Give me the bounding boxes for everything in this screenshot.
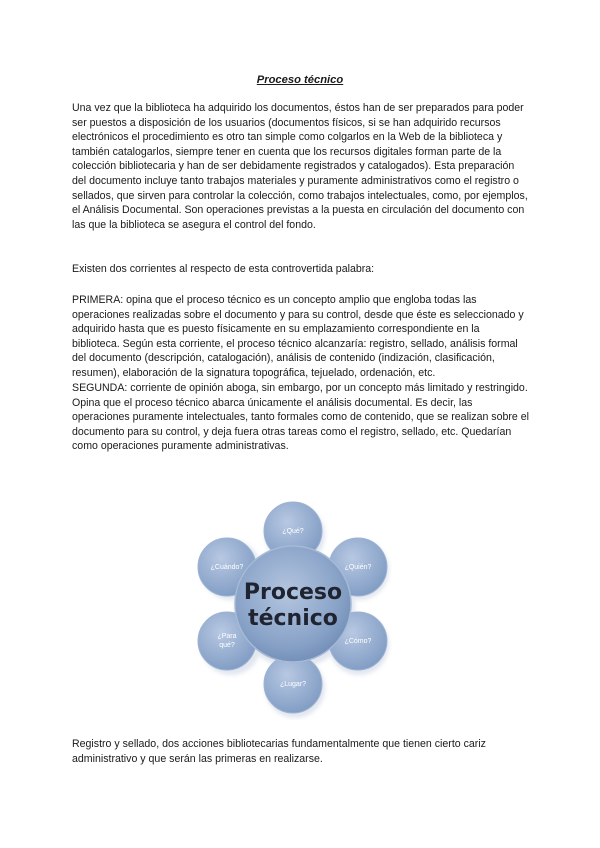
label-lugar: ¿Lugar? xyxy=(279,681,307,688)
label-como: ¿Cómo? xyxy=(344,638,372,645)
label-cuando: ¿Cuándo? xyxy=(210,564,244,571)
center-label-line1: Proceso xyxy=(243,580,343,605)
process-diagram xyxy=(196,500,392,720)
process-diagram-svg xyxy=(196,500,392,720)
center-label-line2: técnico xyxy=(248,606,338,631)
label-para-que: qué? xyxy=(219,642,235,649)
closing-paragraph: Registro y sellado, dos acciones bibliotecarias fundamentalmente que tienen cierto cariz administrativo y que serán las primeras en realizarse. xyxy=(72,738,486,765)
currents-paragraph: Existen dos corrientes al respecto de esta controvertida palabra: xyxy=(72,263,375,275)
second-current-paragraph: SEGUNDA: corriente de opinión aboga, sin embargo, por un concepto más limitado y restringido. Opina que el proceso técnico abarca únicamente el análisis documental. Es decir, las operaciones puramente intelectuales, tanto formales como de contenido, que se realizan sobre el documento para su control, y deja fuera otras tareas como el registro, sellado, etc. Quedarían como operaciones puramente administrativas. xyxy=(72,382,529,453)
label-para: ¿Para xyxy=(217,633,237,640)
first-current-paragraph: PRIMERA: opina que el proceso técnico es un concepto amplio que engloba todas las operaciones realizadas sobre el documento y para su control, desde que éste es seleccionado y adquirido hasta que es puesto físicamente en su emplazamiento correspondiente en la biblioteca. Según esta corriente, el proceso técnico alcanzaría: registro, sellado, análisis formal del documento (descripción, catalogación), análisis de contenido (indización, clasificación, resumen), elaboración de la signatura topográfica, tejuelado, ordenación, etc. xyxy=(72,294,524,379)
intro-paragraph: Una vez que la biblioteca ha adquirido los documentos, éstos han de ser preparados para poder ser puestos a disposición de los usuarios (documentos físicos, si se han adquirido recursos electrónicos el procedimiento es otro tan simple como colgarlos en la Web de la biblioteca y también catalogarlos, siempre tener en cuenta que los recursos digitales forman parte de la colección bibliotecaria y han de ser debidamente registrados y catalogados). Esta preparación del documento incluye tanto trabajos materiales y puramente administrativos como el registro o sellados, que sirven para controlar la colección, como trabajos intelectuales, como, por ejemplos, el Análisis Documental. Son operaciones previstas a la puesta en circulación del documento con las que la biblioteca se asegura el control del fondo. xyxy=(72,102,528,231)
label-que: ¿Qué? xyxy=(282,528,304,535)
label-quien: ¿Quién? xyxy=(344,564,372,571)
page-title: Proceso técnico xyxy=(256,74,344,86)
